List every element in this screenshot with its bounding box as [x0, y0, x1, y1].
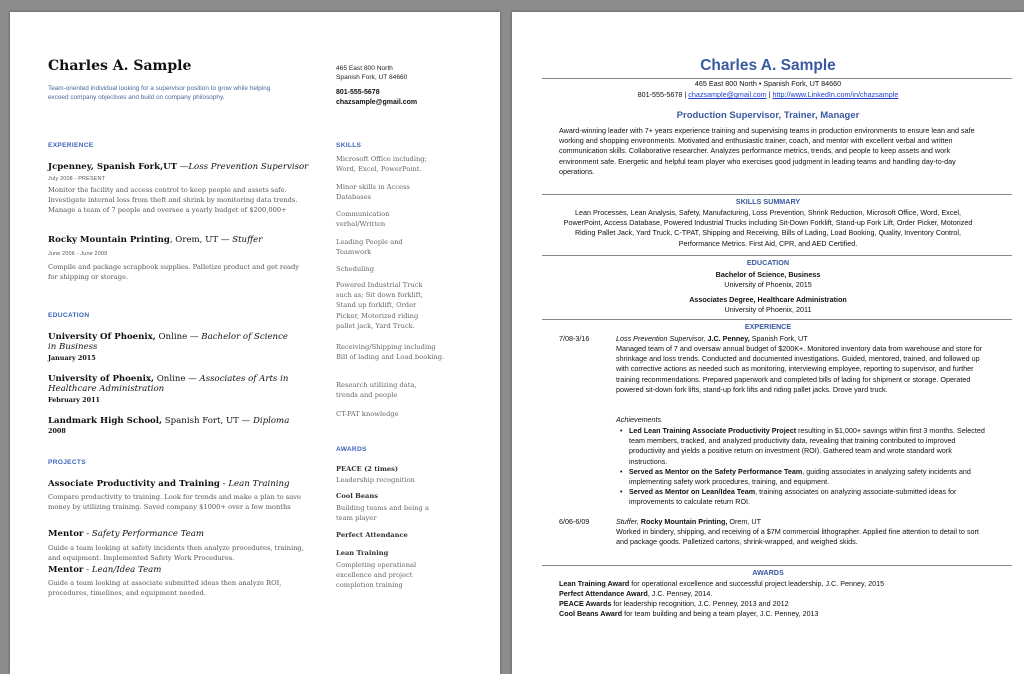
email-link[interactable]: chazsample@gmail.com — [688, 90, 767, 99]
job-description: Monitor the facility and access control to keep people and assets safe. Investigate internal loss from theft and shrink by monitoring data trends. Manage a team of 7 people and oversee a yearly budget of $200,000+ — [48, 186, 298, 215]
skill-item: Minor skills in Access Databases — [336, 183, 410, 202]
linkedin-link[interactable]: http://www.LinkedIn.com/in/chazsample — [772, 90, 899, 99]
resume-page-right — [512, 12, 1024, 674]
skills-heading: SKILLS — [336, 142, 362, 149]
job-dates: June 2006 - June 2009 — [48, 251, 108, 257]
job-title: Loss Prevention Supervisor, J.C. Penney, Spanish Fork, UT — [616, 334, 808, 343]
award-item: Cool Beans Award for team building and being a team player, J.C. Penney, 2013 — [559, 609, 819, 618]
divider — [542, 565, 1012, 566]
skills-summary-text: Lean Processes, Lean Analysis, Safety, Manufacturing, Loss Prevention, Shrink Reduction, Microsoft Office, Word, Excel, PowerPoint, Access Database, Powered Industrial Trucks including Sit-Down Forklift, Stand-up Fork Lift, Order Picker, Motorized Riding Pallet Jack, Yard Truck, C-TPAT, Shipping and Receiving, Bills of Lading, Load Booking, Quality, Inventory Control, Performance Metrics. First Aid, CPR, and AED Certified. — [563, 208, 973, 248]
divider — [542, 319, 1012, 320]
awards-heading: AWARDS — [336, 446, 367, 453]
address-line: 465 East 800 North • Spanish Fork, UT 84660 — [694, 79, 842, 88]
job-description: Worked in bindery, shipping, and receiving of a $7M commercial lithographer. Applied fine attention to detail to sort and package goods. Palletized cartons, shrink-wrapped, and weighed skids. — [616, 527, 979, 547]
email-address: chazsample@gmail.com — [336, 98, 418, 106]
job-dates: July 2008 - PRESENT — [48, 176, 106, 182]
job-title: Jcpenney, Spanish Fork,UT —Loss Prevention Supervisor — [48, 162, 309, 172]
skill-item: Communication verbal/Written — [336, 210, 390, 229]
award-title: Lean Training — [336, 549, 389, 557]
address-block — [336, 64, 407, 82]
skill-item: Leading People and Teamwork — [336, 238, 403, 257]
professional-title: Production Supervisor, Trainer, Manager — [676, 110, 860, 121]
project-title: Associate Productivity and Training - Lean Training — [48, 479, 290, 489]
skill-item: Receiving/Shipping including Bill of lading and Load booking. — [336, 343, 445, 362]
education-date: February 2011 — [48, 396, 100, 404]
education-date: 2008 — [48, 427, 66, 435]
job-description: Managed team of 7 and oversaw annual budget of $200K+. Monitored inventory data from warehouse and store for shrinkage and loss trends. Conducted and documented investigations. Guided, mentored, trained, and followed up with corrective actions as needed such as monitoring, interviewing employee, reporting to supervisor, and further training recommendations. Prepared paperwork and completed bills of lading for shipment or storage. Operated powered sit-down fork lifts, stand-up fork lifts and riding pallet jacks. Drove yard truck. — [616, 344, 983, 394]
education-heading: EDUCATION — [746, 258, 790, 267]
phone-number: 801-555-5678 — [637, 90, 683, 99]
contact-block — [336, 88, 417, 107]
skill-item: Research utilizing data, trends and people — [336, 381, 417, 400]
award-item: Perfect Attendance Award, J.C. Penney, 2014. — [559, 589, 713, 598]
award-item: Lean Training Award for operational excellence and successful project leadership, J.C. Penney, 2015 — [559, 579, 885, 588]
phone-number: 801-555-5678 — [336, 89, 380, 96]
job-title: Rocky Mountain Printing, Orem, UT — Stuffer — [48, 235, 263, 245]
job-title: Stuffer, Rocky Mountain Printing, Orem, UT — [616, 517, 761, 526]
project-description: Compare productivity to training. Look for trends and make a plan to save money by utilizing training. Saved company $1000+ over a few months — [48, 493, 301, 512]
skills-summary-heading: SKILLS SUMMARY — [735, 197, 801, 206]
achievement-item: • Served as Mentor on the Safety Performance Team, guiding associates in analyzing safety incidents and implementing safety work procedures, training, and equipment. — [620, 467, 986, 487]
education-entry: University Of Phoenix, Online — Bachelor of Science in Business — [48, 332, 288, 352]
award-title: Cool Beans — [336, 492, 378, 500]
divider — [542, 255, 1012, 256]
skill-item: Scheduling — [336, 265, 375, 273]
achievements-label: Achievements — [616, 415, 662, 424]
award-description: Leadership recognition — [336, 476, 415, 484]
award-title: Perfect Attendance — [336, 531, 408, 539]
education-school: University of Phoenix, 2015 — [724, 280, 812, 289]
education-entry: University of Phoenix, Online — Associates of Arts in Healthcare Administration — [48, 374, 289, 394]
job-description: Compile and package scrapbook supplies. Palletize product and get ready for shipping or storage. — [48, 263, 300, 282]
award-description: Building teams and being a team player — [336, 504, 429, 523]
award-title: PEACE (2 times) — [336, 465, 399, 473]
contact-line: 801-555-5678 | chazsample@gmail.com | http://www.LinkedIn.com/in/chazsample — [637, 90, 899, 99]
education-date: January 2015 — [48, 354, 96, 362]
job-dates: 6/06-6/09 — [559, 517, 590, 526]
achievement-item: • Served as Mentor on Lean/Idea Team, training associates on analyzing associate-submitted ideas for improvements to calculate return ROI. — [620, 487, 986, 507]
achievement-item: • Led Lean Training Associate Productivity Project resulting in $1,000+ savings within first 3 months. Selected team members, tracked, and analyzed productivity data, revealing that training contributed to improved productivity and yields a positive return on investment (ROI). Gathered team and wrote standard work instructions. — [620, 426, 986, 467]
skill-item: Microsoft Office including; Word, Excel, PowerPoint. — [336, 155, 427, 174]
address-line: 465 East 800 North — [336, 65, 393, 72]
award-item: PEACE Awards for leadership recognition, J.C. Penney, 2013 and 2012 — [559, 599, 789, 608]
award-description: Completing operational excellence and project completion training — [336, 561, 417, 590]
education-school: University of Phoenix, 2011 — [724, 305, 812, 314]
objective-text: Team-oriented individual looking for a supervisor position to grow while helping exceed company objectives and build on company philosophy. — [48, 85, 271, 101]
experience-heading: EXPERIENCE — [48, 142, 94, 149]
education-heading: EDUCATION — [48, 312, 90, 319]
summary-text: Award-winning leader with 7+ years experience training and supervising teams in production environments to ensure lean and safe working and shopping environments. Motivated and enthusiastic trainer, coach, and mentor with excellent verbal and written communication skills. Collaborative researcher. Analyzes performance metrics, trends, and people to keep assets and work environment safe. Energetic and helpful team player who exercises good judgment in leading teams and handling day-to-day operations. — [559, 126, 975, 176]
education-entry: Landmark High School, Spanish Fort, UT — Diploma — [48, 416, 290, 426]
candidate-name: Charles A. Sample — [700, 57, 836, 74]
job-dates: 7/08-3/16 — [559, 334, 590, 343]
project-description: Guide a team looking at safety incidents then analyze procedures, training, and equipment. Implemented Safety Work Procedures. — [48, 544, 304, 563]
projects-heading: PROJECTS — [48, 459, 86, 466]
skill-item: CT-PAT knowledge — [336, 410, 399, 418]
awards-heading: AWARDS — [752, 568, 784, 577]
divider — [542, 194, 1012, 195]
project-title: Mentor - Safety Performance Team — [48, 529, 205, 539]
education-degree: Associates Degree, Healthcare Administration — [689, 295, 847, 304]
resume-page-left — [10, 12, 500, 674]
achievements-list — [620, 426, 986, 508]
address-line: Spanish Fork, UT 84660 — [336, 74, 408, 81]
education-degree: Bachelor of Science, Business — [715, 270, 821, 279]
candidate-name: Charles A. Sample — [48, 58, 192, 74]
project-description: Guide a team looking at associate submitted ideas then analyze ROI, procedures, timelines, and equipment needed. — [48, 579, 282, 598]
skill-item: Powered Industrial Truck such as; Sit down forklift, Stand up forklift, Order Picker, Motorized riding pallet jack, Yard Truck. — [336, 281, 424, 330]
project-title: Mentor - Lean/Idea Team — [48, 565, 162, 575]
experience-heading: EXPERIENCE — [744, 322, 792, 331]
